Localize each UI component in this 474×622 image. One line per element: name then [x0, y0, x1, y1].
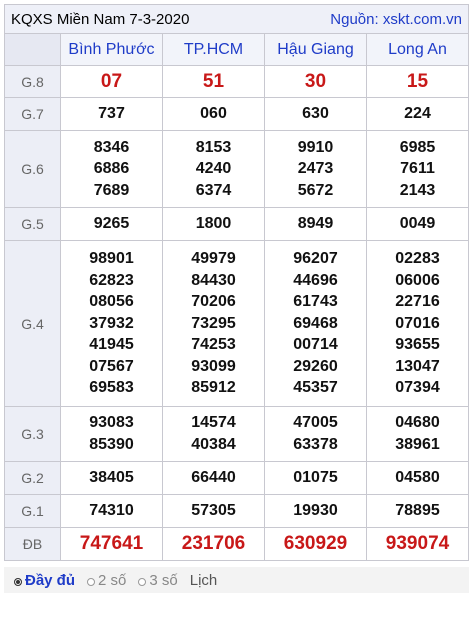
prize-cell — [265, 407, 367, 462]
prize-number[interactable]: 37932 — [89, 314, 134, 332]
prize-label: G.1 — [5, 495, 61, 528]
prize-number[interactable]: 06006 — [395, 271, 440, 289]
prize-number[interactable]: 38405 — [89, 469, 134, 487]
prize-row — [5, 495, 469, 528]
prize-number[interactable]: 40384 — [191, 436, 236, 453]
prize-number[interactable]: 63378 — [293, 436, 338, 453]
display-option[interactable] — [138, 572, 177, 589]
prize-cell — [367, 66, 469, 98]
prize-cell — [163, 66, 265, 98]
prize-cell — [61, 495, 163, 528]
prize-cell — [265, 241, 367, 407]
province-header[interactable]: Long An — [367, 34, 469, 66]
prize-cell — [265, 98, 367, 131]
prize-row — [5, 131, 469, 208]
prize-number[interactable]: 630929 — [283, 533, 348, 555]
prize-number[interactable]: 737 — [98, 105, 125, 123]
prize-number[interactable]: 747641 — [79, 533, 144, 555]
prize-cell — [367, 241, 469, 407]
prize-cell — [367, 131, 469, 208]
prize-cell — [265, 131, 367, 208]
prize-cell — [163, 528, 265, 561]
prize-number[interactable]: 69468 — [293, 314, 338, 332]
prize-number[interactable]: 8949 — [297, 215, 334, 233]
prize-number[interactable]: 9265 — [93, 215, 130, 233]
prize-cell — [163, 208, 265, 241]
prize-number[interactable]: 630 — [302, 105, 329, 123]
prize-number[interactable]: 6985 — [399, 138, 436, 156]
prize-cell — [61, 528, 163, 561]
prize-number[interactable]: 939074 — [385, 533, 450, 555]
prize-number[interactable]: 0049 — [399, 215, 436, 233]
prize-cell — [61, 66, 163, 98]
prize-cell — [163, 495, 265, 528]
display-option[interactable] — [87, 572, 126, 589]
option-label: 2 số — [98, 571, 127, 589]
prize-cell — [163, 98, 265, 131]
prize-number[interactable]: 74253 — [191, 336, 236, 354]
prize-cell — [61, 241, 163, 407]
prize-number[interactable]: 7611 — [400, 160, 435, 178]
prize-number[interactable]: 98901 — [89, 249, 134, 267]
prize-row — [5, 462, 469, 495]
prize-cell — [367, 208, 469, 241]
prize-number[interactable]: 6886 — [93, 160, 130, 178]
option-label: Đầy đủ — [25, 571, 76, 589]
prize-cell — [367, 98, 469, 131]
prize-number[interactable]: 30 — [304, 70, 327, 92]
prize-number[interactable]: 6374 — [195, 181, 232, 199]
prize-cell — [61, 407, 163, 462]
prize-number[interactable]: 57305 — [191, 502, 236, 520]
prize-number[interactable]: 2143 — [399, 181, 436, 199]
prize-cell — [265, 528, 367, 561]
prize-number[interactable]: 70206 — [191, 293, 236, 311]
province-header-row — [5, 34, 469, 66]
prize-number[interactable]: 4240 — [195, 160, 232, 178]
prize-number[interactable]: 5672 — [297, 181, 334, 199]
prize-label: G.3 — [5, 407, 61, 462]
prize-cell — [265, 66, 367, 98]
prize-number[interactable]: 96207 — [293, 249, 338, 267]
prize-number[interactable]: 29260 — [293, 357, 338, 375]
prize-number[interactable]: 15 — [406, 70, 429, 92]
prize-number[interactable]: 04580 — [395, 469, 440, 487]
prize-number[interactable]: 19930 — [293, 502, 338, 520]
prize-row — [5, 208, 469, 241]
prize-row — [5, 241, 469, 407]
prize-cell — [61, 462, 163, 495]
prize-number[interactable]: 07394 — [395, 379, 440, 397]
prize-cell — [61, 98, 163, 131]
prize-number[interactable]: 49979 — [191, 249, 236, 267]
prize-cell — [265, 208, 367, 241]
option-label: 3 số — [149, 571, 178, 589]
results-panel — [4, 4, 469, 593]
prize-number[interactable]: 44696 — [293, 271, 338, 289]
display-options — [4, 567, 469, 593]
province-header[interactable]: Hậu Giang — [265, 34, 367, 66]
prize-number[interactable]: 04680 — [395, 414, 440, 432]
radio-icon[interactable] — [14, 578, 22, 586]
prize-number[interactable]: 85912 — [191, 379, 236, 397]
prize-label: G.5 — [5, 208, 61, 241]
prize-number[interactable]: 69583 — [89, 379, 134, 397]
prize-number[interactable]: 85390 — [89, 436, 134, 453]
prize-number[interactable]: 73295 — [191, 314, 236, 332]
prize-cell — [367, 462, 469, 495]
prize-label: ĐB — [5, 528, 61, 561]
prize-cell — [367, 528, 469, 561]
prize-number[interactable]: 07 — [100, 70, 123, 92]
prize-label: G.7 — [5, 98, 61, 131]
prize-number[interactable]: 93655 — [395, 336, 440, 354]
page-title: KQXS Miền Nam 7-3-2020 — [11, 10, 190, 28]
prize-number[interactable]: 51 — [202, 70, 225, 92]
prize-number[interactable]: 01075 — [293, 469, 338, 487]
province-header[interactable]: TP.HCM — [163, 34, 265, 66]
prize-row — [5, 98, 469, 131]
prize-number[interactable]: 61743 — [293, 293, 338, 311]
prize-cell — [61, 208, 163, 241]
prize-number[interactable]: 231706 — [181, 533, 246, 555]
calendar-link[interactable]: Lịch — [189, 571, 218, 589]
prize-cell — [367, 407, 469, 462]
prize-number[interactable]: 93099 — [191, 357, 236, 375]
prize-number[interactable]: 00714 — [293, 336, 338, 354]
prize-number[interactable]: 13047 — [395, 357, 440, 375]
prize-number[interactable]: 07567 — [89, 357, 134, 375]
prize-number[interactable]: 02283 — [395, 249, 440, 267]
prize-number[interactable]: 45357 — [293, 379, 338, 397]
prize-number[interactable]: 84430 — [191, 271, 236, 289]
radio-icon[interactable] — [138, 578, 146, 586]
prize-number[interactable]: 8346 — [93, 138, 130, 156]
results-table — [4, 33, 469, 561]
prize-number[interactable]: 62823 — [89, 271, 134, 289]
corner-cell — [5, 34, 61, 66]
prize-number[interactable]: 7689 — [93, 181, 130, 199]
prize-number[interactable]: 08056 — [89, 293, 134, 311]
prize-row — [5, 407, 469, 462]
prize-row — [5, 528, 469, 561]
prize-row — [5, 66, 469, 98]
prize-cell — [61, 131, 163, 208]
prize-cell — [163, 241, 265, 407]
results-header — [4, 4, 469, 33]
prize-number[interactable]: 93083 — [89, 414, 134, 432]
prize-number[interactable]: 1800 — [195, 215, 232, 233]
prize-number[interactable]: 41945 — [89, 336, 134, 354]
prize-cell — [163, 462, 265, 495]
prize-label: G.8 — [5, 66, 61, 98]
display-option[interactable] — [14, 572, 75, 589]
prize-number[interactable]: 14574 — [191, 414, 236, 432]
prize-number[interactable]: 38961 — [395, 436, 440, 453]
prize-number[interactable]: 8153 — [195, 138, 232, 156]
prize-label: G.2 — [5, 462, 61, 495]
prize-number[interactable]: 2473 — [297, 160, 334, 178]
prize-label: G.6 — [5, 131, 61, 208]
prize-number[interactable]: 74310 — [89, 502, 134, 520]
prize-number[interactable]: 78895 — [395, 502, 440, 520]
prize-number[interactable]: 47005 — [293, 414, 338, 432]
prize-number[interactable]: 22716 — [395, 293, 440, 311]
prize-cell — [163, 407, 265, 462]
prize-cell — [265, 462, 367, 495]
prize-cell — [163, 131, 265, 208]
prize-label: G.4 — [5, 241, 61, 407]
prize-cell — [367, 495, 469, 528]
prize-number[interactable]: 66440 — [191, 469, 236, 487]
prize-number[interactable]: 07016 — [395, 314, 440, 332]
prize-number[interactable]: 224 — [404, 105, 431, 123]
radio-icon[interactable] — [87, 578, 95, 586]
prize-number[interactable]: 9910 — [297, 138, 334, 156]
province-header[interactable]: Bình Phước — [61, 34, 163, 66]
source-link[interactable]: Nguồn: xskt.com.vn — [330, 10, 462, 28]
prize-cell — [265, 495, 367, 528]
prize-number[interactable]: 060 — [200, 105, 227, 123]
